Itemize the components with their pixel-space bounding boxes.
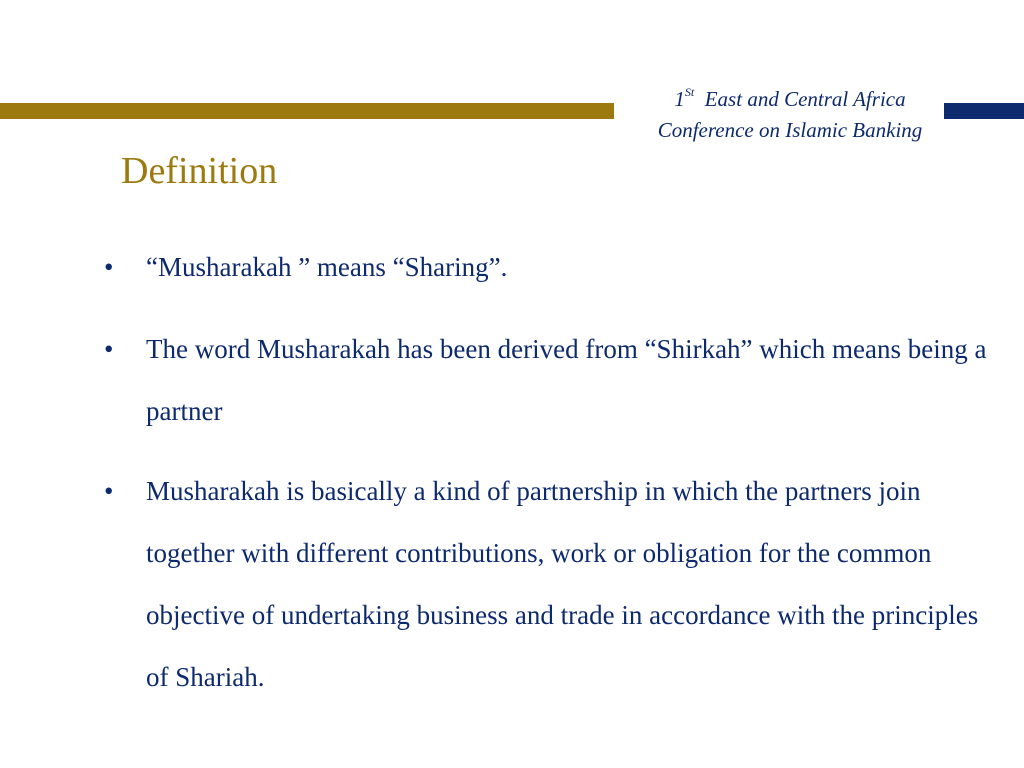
bullet-marker: • (104, 252, 114, 282)
bullet-item (104, 236, 994, 298)
bullet-item (104, 460, 994, 708)
conference-title-rest: East and Central Africa (704, 87, 906, 111)
conference-title (600, 84, 980, 146)
bullet-marker: • (104, 476, 114, 506)
header-gold-bar (0, 103, 614, 119)
conference-ordinal: 1 (674, 87, 685, 111)
conference-ordinal-suffix: St (684, 85, 695, 99)
bullet-item (104, 318, 994, 442)
conference-title-line2: Conference on Islamic Banking (657, 118, 923, 142)
bullet-text: Musharakah is basically a kind of partnership in which the partners join together with different contributions, work or obligation for the common objective of undertaking business and trade in accordance with the principles of Shariah. (146, 476, 979, 692)
conference-title-line1 (600, 84, 980, 115)
slide-title: Definition (121, 150, 278, 192)
bullet-marker: • (104, 334, 114, 364)
bullet-list (104, 236, 994, 728)
bullet-text: “Musharakah ” means “Sharing”. (146, 252, 508, 282)
bullet-text: The word Musharakah has been derived from “Shirkah” which means being a partner (146, 334, 987, 426)
